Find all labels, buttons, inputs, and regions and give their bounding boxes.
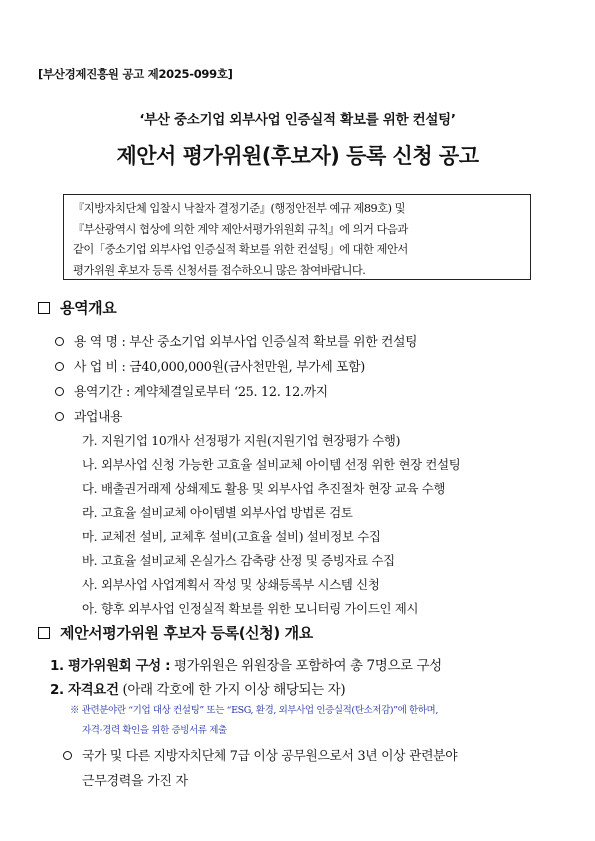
notice-number: [부산경제진흥원 공고 제2025-099호] bbox=[38, 67, 233, 81]
intro-line: 같이「중소기업 외부사업 인증실적 확보를 위한 컨설팅」에 대한 제안서 bbox=[73, 243, 408, 256]
task-item: 다. 배출권거래제 상쇄제도 활용 및 외부사업 추진절차 현장 교육 수행 bbox=[82, 481, 446, 496]
intro-line: 평가위원 후보자 등록 신청서를 접수하오니 많은 참여바랍니다. bbox=[73, 263, 366, 277]
circle-bullet-icon bbox=[63, 751, 72, 760]
task-item: 나. 외부사업 신청 가능한 고효율 설비교체 아이템 선정 위한 현장 컨설팅 bbox=[82, 457, 461, 472]
numbered-text: (아래 각호에 한 가지 이상 해당되는 자) bbox=[118, 682, 346, 698]
numbered-label: 1. 평가위원회 구성 : bbox=[50, 658, 171, 674]
eligibility-note-line: ※ 관련분야란 “기업 대상 컨설팅” 또는 “ESG, 환경, 외부사업 인증실적(탄소저감)”에 한하며, bbox=[70, 705, 438, 716]
circle-bullet-icon bbox=[55, 387, 64, 396]
overview-item-name bbox=[55, 331, 417, 350]
eligibility-note-line: 자격·경력 확인을 위한 증빙서류 제출 bbox=[82, 725, 227, 736]
numbered-label: 2. 자격요건 bbox=[50, 682, 119, 698]
section-heading-overview bbox=[38, 297, 116, 318]
task-item: 사. 외부사업 사업계획서 작성 및 상쇄등록부 시스템 신청 bbox=[82, 577, 380, 592]
overview-item-tasks bbox=[55, 406, 122, 425]
criteria-text: 국가 및 다른 지방자치단체 7급 이상 공무원으로서 3년 이상 관련분야 bbox=[82, 749, 458, 764]
square-bullet-icon bbox=[38, 627, 50, 639]
document-title: 제안서 평가위원(후보자) 등록 신청 공고 bbox=[116, 144, 479, 168]
intro-line: 『부산광역시 협상에 의한 계약 제안서평가위원회 규칙』에 의거 다음과 bbox=[73, 222, 408, 236]
square-bullet-icon bbox=[38, 302, 50, 314]
section-heading-label: 제안서평가위원 후보자 등록(신청) 개요 bbox=[60, 624, 313, 642]
overview-item-text: 용역기간 : 계약체결일로부터 ‘25. 12. 12.까지 bbox=[74, 385, 328, 400]
numbered-text: 평가위원은 위원장을 포함하여 총 7명으로 구성 bbox=[170, 658, 442, 674]
overview-item-text: 과업내용 bbox=[74, 410, 123, 425]
task-item: 마. 교체전 설비, 교체후 설비(고효율 설비) 설비정보 수집 bbox=[82, 529, 381, 544]
eligibility-criteria-item bbox=[63, 745, 457, 764]
circle-bullet-icon bbox=[55, 337, 64, 346]
overview-item-period bbox=[55, 381, 328, 400]
task-item: 바. 고효율 설비교체 온실가스 감축량 산정 및 증빙자료 수집 bbox=[82, 553, 395, 568]
criteria-continuation: 근무경력을 가진 자 bbox=[82, 774, 188, 789]
committee-composition bbox=[50, 654, 442, 674]
task-item: 아. 향후 외부사업 인정실적 확보를 위한 모니터링 가이드인 제시 bbox=[82, 601, 419, 616]
circle-bullet-icon bbox=[55, 412, 64, 421]
circle-bullet-icon bbox=[55, 362, 64, 371]
intro-line: 『지방자치단체 입찰시 낙찰자 결정기준』(행정안전부 예규 제89호) 및 bbox=[73, 202, 406, 215]
document-subtitle: ‘부산 중소기업 외부사업 인증실적 확보를 위한 컨설팅’ bbox=[139, 112, 456, 128]
intro-box bbox=[63, 194, 531, 280]
section-heading-label: 용역개요 bbox=[60, 299, 117, 317]
overview-item-budget bbox=[55, 356, 365, 375]
eligibility-heading bbox=[50, 678, 345, 698]
overview-item-text: 용 역 명 : 부산 중소기업 외부사업 인증실적 확보를 위한 컨설팅 bbox=[74, 335, 418, 350]
task-item: 가. 지원기업 10개사 선정평가 지원(지원기업 현장평가 수행) bbox=[82, 433, 401, 448]
section-heading-registration bbox=[38, 622, 313, 643]
task-item: 라. 고효율 설비교체 아이템별 외부사업 방법론 검토 bbox=[82, 505, 353, 520]
overview-item-text: 사 업 비 : 금40,000,000원(금사천만원, 부가세 포함) bbox=[74, 360, 365, 375]
